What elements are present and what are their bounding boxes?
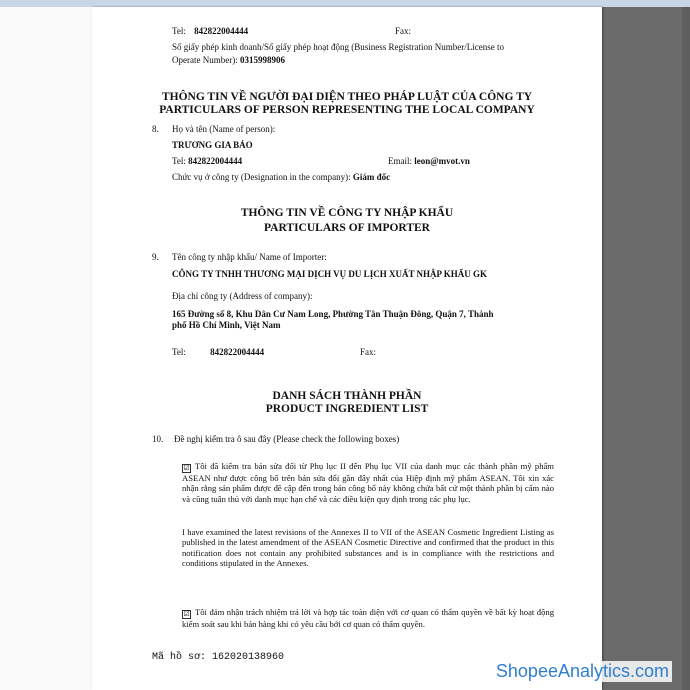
- declaration-2-vi-text: Tôi đảm nhận trách nhiệm trả lời và hợp tác toàn diện với cơ quan có thẩm quyền về bất kỳ hoạt động kiểm soát sau khi bán hàng khi có yêu cầu bởi cơ quan có thẩm quyền.: [182, 607, 554, 629]
- checkbox-checked-icon[interactable]: ☑: [183, 464, 190, 472]
- business-reg-line: Số giấy phép kinh doanh/Số giấy phép hoạt động (Business Registration Number/License to: [172, 42, 504, 52]
- representative-heading-vi: THÔNG TIN VỀ NGƯỜI ĐẠI DIỆN THEO PHÁP LUẬT CỦA CÔNG TY: [161, 91, 533, 103]
- check-instruction: Đề nghị kiểm tra ô sau đây (Please check the following boxes): [174, 434, 400, 444]
- company-fax-label: Fax:: [395, 26, 412, 36]
- importer-name-label: Tên công ty nhập khẩu/ Name of Importer:: [172, 252, 327, 262]
- importer-heading-en: PARTICULARS OF IMPORTER: [264, 222, 430, 234]
- document-page: [92, 7, 602, 690]
- rep-designation-label: Chức vụ ở công ty (Designation in the company):: [172, 172, 351, 182]
- declaration-1-vi-text: Tôi đã kiểm tra bản sửa đổi từ Phụ lục II đến Phụ lục VII của danh mục các thành phần mỹ phẩm ASEAN như được công bố trên bản sửa đổi gần đây nhất của Hiệp định mỹ phẩm ASEAN. Tôi xin xác nhận rằng sản phẩm được đề cập đến trong bản công bố này không chứa bất cứ một thành phần bị cấm nào và cũng tuân thủ với danh mục hạn chế và các điều kiện quy định trong các phụ lục.: [182, 461, 554, 504]
- business-reg-number: [172, 55, 285, 66]
- item-number-8: 8.: [152, 124, 159, 134]
- company-tel: [172, 26, 248, 37]
- rep-email-value: leon@mvot.vn: [414, 156, 470, 166]
- rep-name-label: Họ và tên (Name of person):: [172, 124, 276, 134]
- business-reg-label: Operate Number):: [172, 55, 238, 65]
- declaration-2-vi: [182, 607, 554, 629]
- viewer-scrollbar[interactable]: [682, 7, 690, 690]
- representative-heading-en: PARTICULARS OF PERSON REPRESENTING THE LOCAL COMPANY: [159, 104, 535, 116]
- file-number-label: Mã hồ sơ:: [152, 652, 207, 663]
- business-reg-value: 0315998906: [239, 55, 285, 65]
- file-number: [152, 652, 284, 663]
- rep-name-value: TRƯƠNG GIA BẢO: [172, 140, 253, 150]
- ingredient-heading-vi: DANH SÁCH THÀNH PHẦN: [272, 390, 422, 402]
- rep-tel-value: 842822004444: [188, 156, 243, 166]
- tel-label: Tel:: [172, 26, 186, 36]
- item-number-10: 10.: [152, 434, 164, 444]
- importer-heading-vi: THÔNG TIN VỀ CÔNG TY NHẬP KHẨU: [240, 207, 454, 219]
- importer-tel: [172, 347, 264, 358]
- importer-address-line2: phố Hồ Chí Minh, Việt Nam: [172, 320, 281, 330]
- item-number-9: 9.: [152, 252, 159, 262]
- tel-value: 842822004444: [194, 26, 249, 36]
- rep-designation: [172, 172, 390, 183]
- importer-tel-value: 842822004444: [210, 347, 265, 357]
- rep-designation-value: Giám đốc: [352, 172, 391, 182]
- rep-tel-label: Tel:: [172, 156, 186, 166]
- file-number-value: 162020138960: [212, 652, 285, 663]
- importer-name-value: CÔNG TY TNHH THƯƠNG MẠI DỊCH VỤ DU LỊCH XUẤT NHẬP KHẨU GK: [172, 269, 488, 279]
- declaration-1-vi: [182, 461, 554, 504]
- importer-address-label: Địa chỉ công ty (Address of company):: [172, 291, 313, 301]
- watermark-text: ShopeeAnalytics.com: [493, 661, 672, 682]
- viewer-top-bar: [0, 0, 690, 7]
- declaration-1-en: I have examined the latest revisions of the Annexes II to VII of the ASEAN Cosmetic Ingredient Listing as published in the latest amendment of the ASEAN Cosmetic Directive and confirmed that the product in this notification does not contain any prohibited substances and is in compliance with the restrictions and conditions stipulated in the Annexes.: [182, 527, 554, 568]
- rep-email: [388, 156, 470, 167]
- importer-tel-label: Tel:: [172, 347, 186, 357]
- rep-email-label: Email:: [388, 156, 412, 166]
- ingredient-heading-en: PRODUCT INGREDIENT LIST: [265, 403, 429, 415]
- importer-address-line1: 165 Đường số 8, Khu Dân Cư Nam Long, Phường Tân Thuận Đông, Quận 7, Thành: [172, 309, 494, 319]
- rep-tel: [172, 156, 242, 167]
- importer-fax-label: Fax:: [360, 347, 377, 357]
- viewer-left-margin: [0, 7, 92, 690]
- checkbox-checked-icon[interactable]: ☑: [183, 610, 190, 618]
